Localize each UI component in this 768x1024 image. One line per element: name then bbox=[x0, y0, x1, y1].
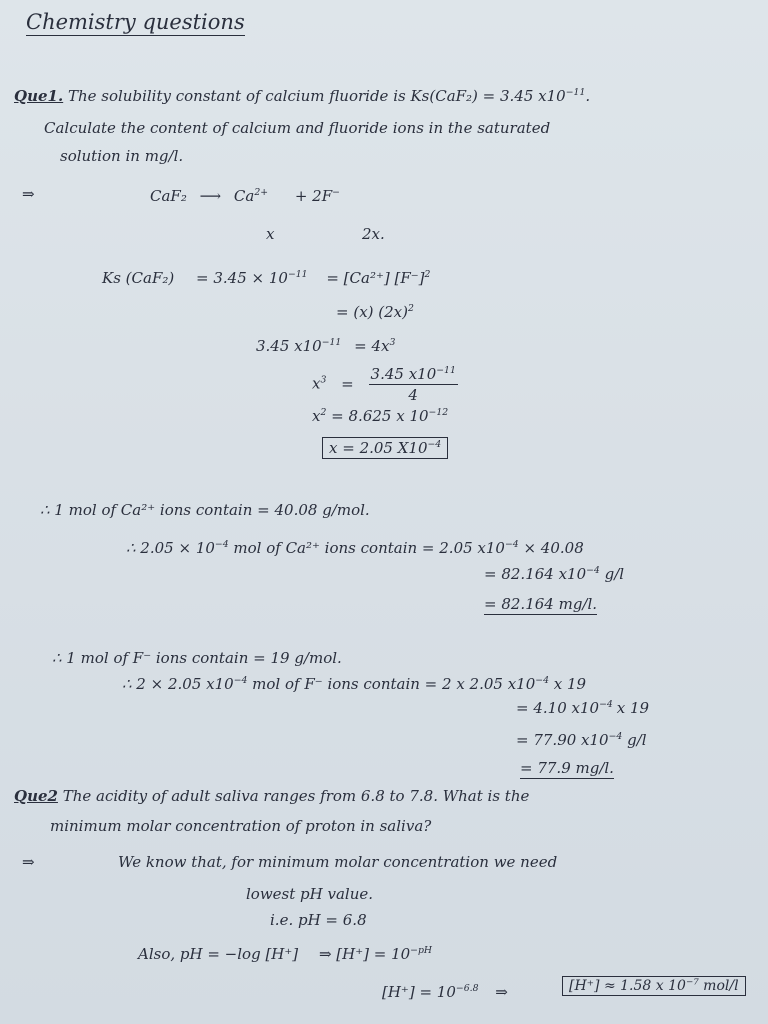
ca-content-line: ∴ $2.05 \times 10^{-4}$ mol of Ca²⁺ ions contain = 2.05 $x10^{-4} \times 40.08$ bbox=[126, 539, 584, 557]
q2-reasoning-line1: We know that, for minimum molar concentration we need bbox=[118, 853, 558, 871]
q1-statement-line3: solution in mg/l. bbox=[60, 147, 184, 165]
solution-arrow: ⇒ bbox=[22, 185, 35, 203]
ca-content-result: = 82.164 $x10^{-4}$ g/l bbox=[484, 565, 625, 583]
q2-label: Que2 bbox=[14, 787, 58, 805]
f-molar-mass-line: ∴ 1 mol of F⁻ ions contain = 19 g/mol. bbox=[52, 649, 342, 667]
ks-label: Ks (CaF₂) bbox=[102, 269, 175, 287]
q2-statement-line2: minimum molar concentration of proton in saliva? bbox=[50, 817, 432, 835]
dissolution-equation: CaF₂ ⟶ $Ca^{2+} + 2F^-$ bbox=[150, 187, 340, 205]
q1-label: Que1. bbox=[14, 87, 64, 105]
f-content-result: = 77.90 $x10^{-4}$ g/l bbox=[516, 731, 647, 749]
ks-equation-2: = (x) $(2x)^2$ bbox=[336, 303, 414, 321]
q1-statement-line2: Calculate the content of calcium and fluoride ions in the saturated bbox=[44, 119, 551, 137]
q2-ph-value: i.e. pH = 6.8 bbox=[270, 911, 367, 929]
q2-statement-line1: Que2 The acidity of adult saliva ranges from 6.8 to 7.8. What is the bbox=[14, 787, 530, 805]
f-content-mg: = 77.9 mg/l. bbox=[520, 759, 614, 777]
page-title: Chemistry questions bbox=[26, 10, 245, 34]
ks-equation-3: 3.45 $x10^{-11} = 4x^3$ bbox=[256, 337, 396, 355]
x-squared-equation: $x^2 = 8.625$ x $10^{-12}$ bbox=[312, 407, 449, 425]
f-concentration: 2x. bbox=[362, 225, 385, 243]
q2-reasoning-line2: lowest pH value. bbox=[246, 885, 374, 903]
f-content-step: = 4.10 $x10^{-4}$ x 19 bbox=[516, 699, 650, 717]
ca-content-mg: = 82.164 mg/l. bbox=[484, 595, 598, 613]
ca-molar-mass-line: ∴ 1 mol of Ca²⁺ ions contain = 40.08 g/mol. bbox=[40, 501, 370, 519]
q2-result-box: [H⁺] ≈ 1.58 x $10^{-7}$ mol/l bbox=[562, 976, 746, 996]
x-result-box: x = 2.05 $X10^{-4}$ bbox=[322, 438, 448, 458]
q1-statement-line1: Que1. The solubility constant of calcium fluoride is Ks(CaF₂) = 3.45 $x10^{-11}$. bbox=[14, 87, 591, 105]
q2-solution-arrow: ⇒ bbox=[22, 853, 35, 871]
x-cubed-fraction: $\frac{3.45 x10^{-11}}{4}$ bbox=[370, 365, 456, 404]
f-content-line: ∴ 2 × 2.05 $x10^{-4}$ mol of F⁻ ions contain = 2 x 2.05 $x10^{-4}$ x 19 bbox=[122, 675, 587, 693]
ks-equation-1: = $3.45 \times 10^{-11} = [Ca^{2+}]$ $[F^-]^2$ bbox=[196, 269, 431, 287]
ca-concentration: x bbox=[266, 225, 275, 243]
q2-h-concentration: $[H^+] = 10^{-6.8}$ ⇒ bbox=[382, 983, 508, 1001]
x-cubed-equation: $x^3$ = $\frac{3.45 x10^{-11}}{4}$ bbox=[312, 365, 456, 404]
q2-ph-definition: Also, pH = −log [H⁺] ⇒ $[H^+] = 10^{-pH}$ bbox=[138, 945, 433, 963]
